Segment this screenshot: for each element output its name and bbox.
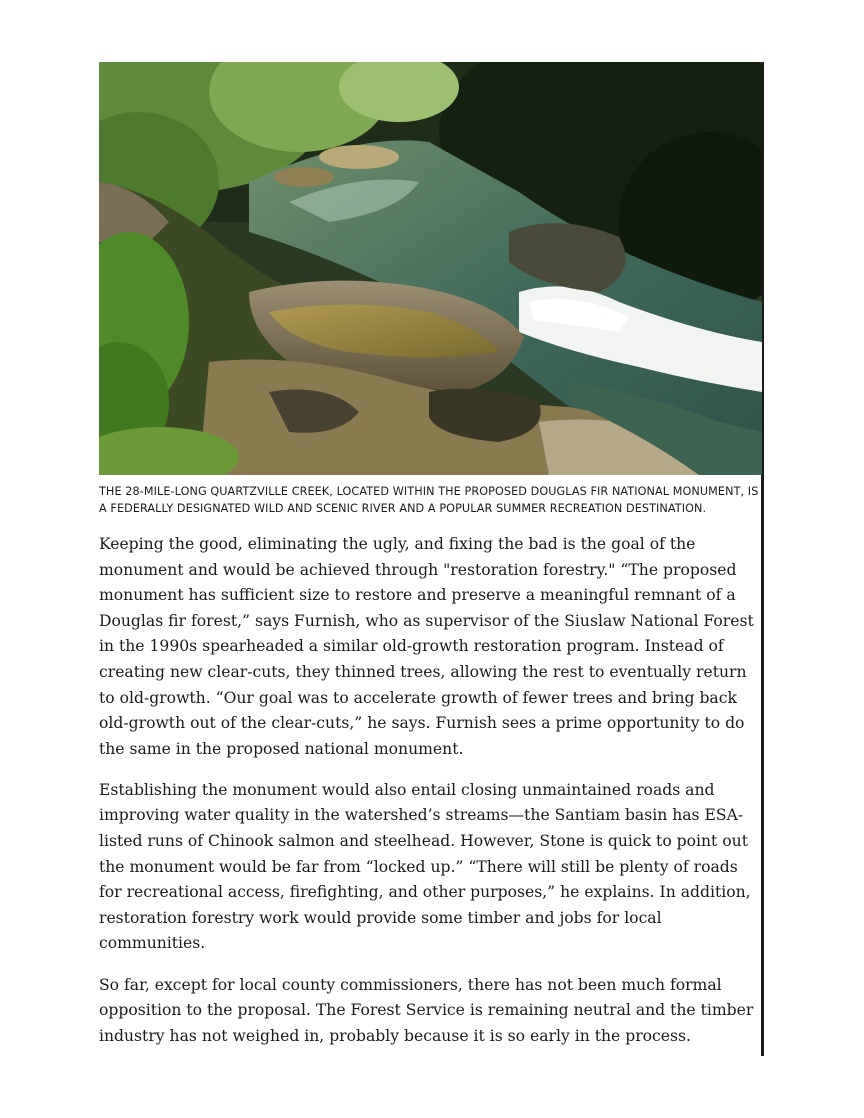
article-body [99, 532, 764, 1065]
article-paragraph: So far, except for local county commissioners, there has not been much formal opposition to the proposal. The Forest Service is remaining neutral and the timber industry has not weighed in, probably because it is so early in the process. [99, 975, 754, 1045]
article-paragraph: Establishing the monument would also entail closing unmaintained roads and improving water quality in the watershed’s streams—the Santiam basin has ESA-listed runs of Chinook salmon and steelhead. However, Stone is quick to point out the monument would be far from “locked up.” “There will still be plenty of roads for recreational access, firefighting, and other purposes,” he explains. In addition, restoration forestry work would provide some timber and jobs for local communities. [99, 780, 751, 953]
article-paragraph: Keeping the good, eliminating the ugly, and fixing the bad is the goal of the monument and would be achieved through "restoration forestry." “The proposed monument has sufficient size to restore and preserve a meaningful remnant of a Douglas fir forest,” says Furnish, who as supervisor of the Siuslaw National Forest in the 1990s spearheaded a similar old-growth restoration program. Instead of creating new clear-cuts, they thinned trees, allowing the rest to eventually return to old-growth. “Our goal was to accelerate growth of fewer trees and bring back old-growth out of the clear-cuts,” he says. Furnish sees a prime opportunity to do the same in the proposed national monument. [99, 535, 754, 758]
photo-caption: THE 28-MILE-LONG QUARTZVILLE CREEK, LOCATED WITHIN THE PROPOSED DOUGLAS FIR NATIONAL MONUMENT, IS A FEDERALLY DESIGNATED WILD AND SCENIC RIVER AND A POPULAR SUMMER RECREATION DESTINATION. [99, 485, 759, 515]
creek-photo [99, 62, 762, 475]
